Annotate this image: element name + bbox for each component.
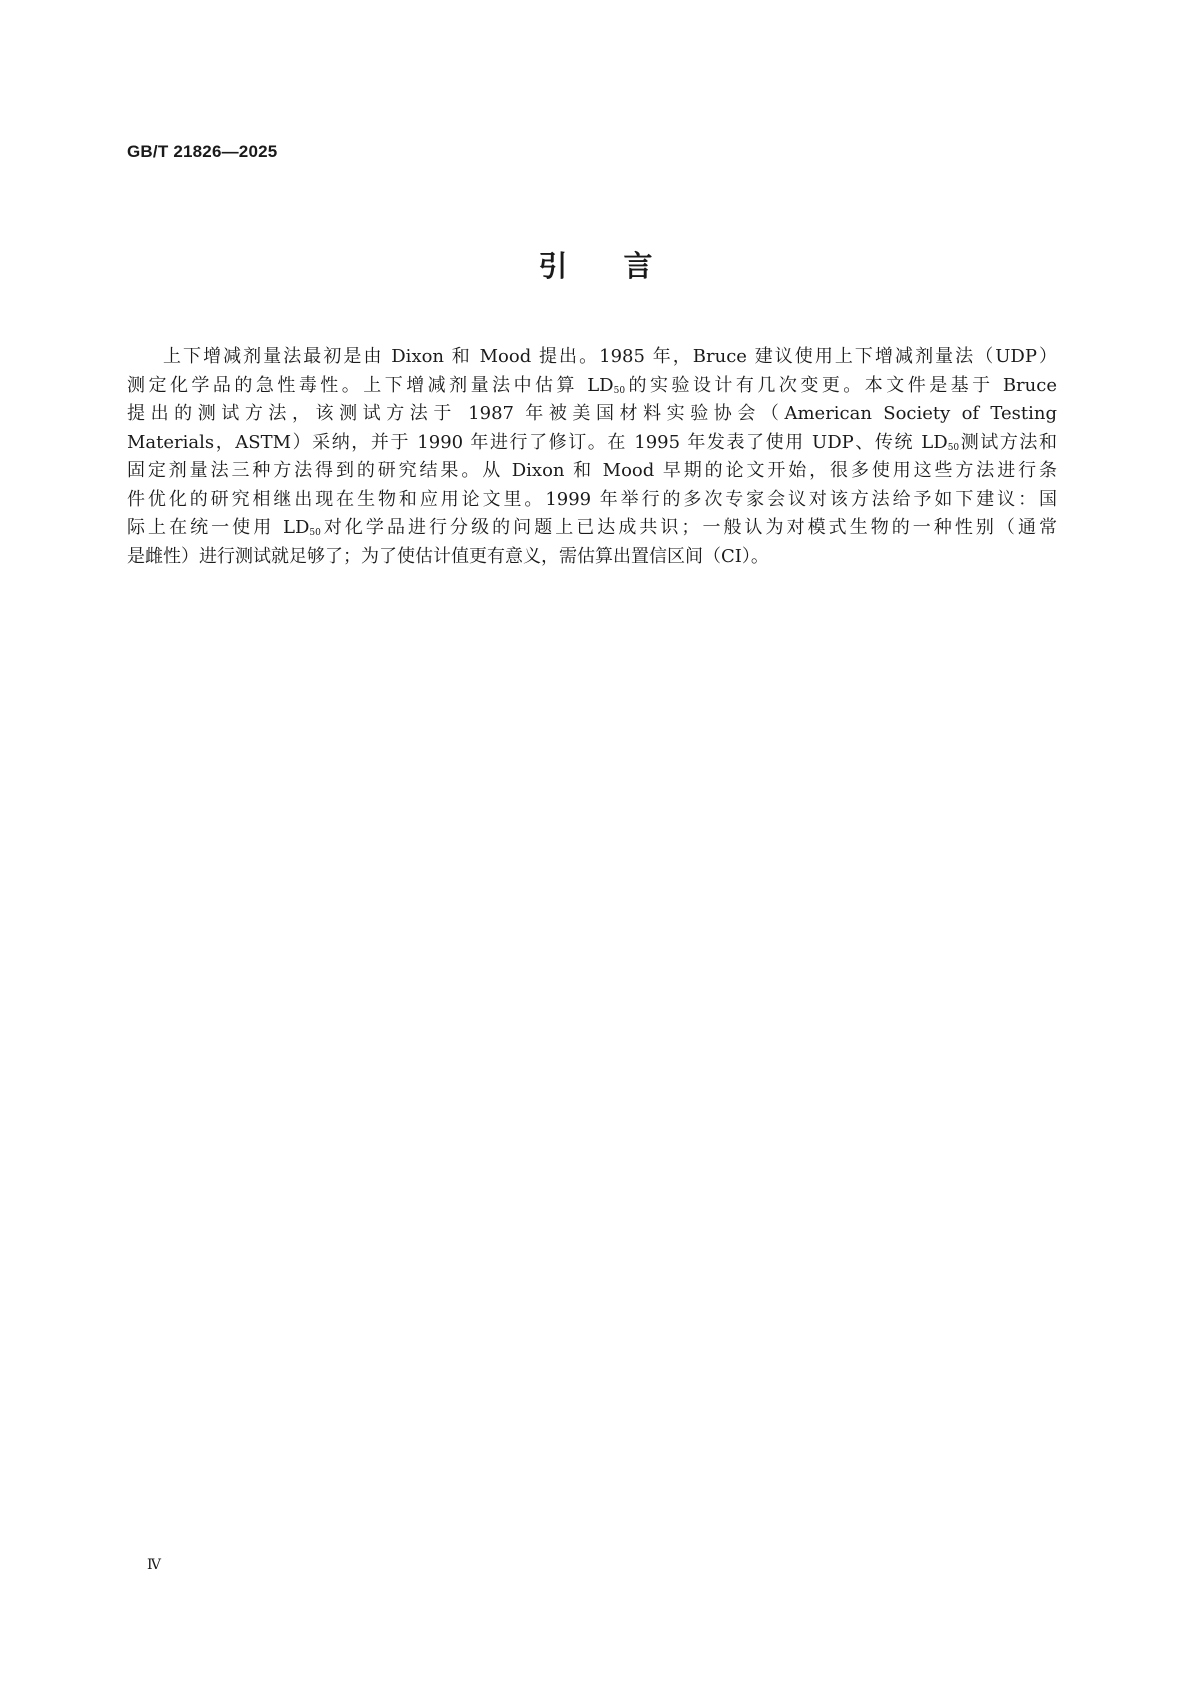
subscript-50: 50 <box>947 442 960 453</box>
paragraph-line-4: Materials，ASTM）采纳，并于 1990 年进行了修订。在 1995 年发表了使用 UDP、传统 $LD_{50}$测试方法和 <box>127 431 1057 453</box>
paragraph-line-2: 测定化学品的急性毒性。上下增减剂量法中估算 $LD_{50}$的实验设计有几次变更。本文件是基于 Bruce <box>127 374 1057 396</box>
paragraph-line-1: 上下增减剂量法最初是由 Dixon 和 Mood 提出。1985 年，Bruce 建议使用上下增减剂量法（UDP） <box>163 346 1057 367</box>
paragraph-line-6: 件优化的研究相继出现在生物和应用论文里。1999 年举行的多次专家会议对该方法给予如下建议：国 <box>127 488 1057 510</box>
paragraph-line-7: 际上在统一使用 $LD_{50}$对化学品进行分级的问题上已达成共识；一般认为对模式生物的一种性别（通常 <box>127 517 1057 538</box>
page-number: Ⅳ <box>147 1557 161 1573</box>
subscript-50: 50 <box>613 385 626 396</box>
paragraph-line-5: 固定剂量法三种方法得到的研究结果。从 Dixon 和 Mood 早期的论文开始，很多使用这些方法进行条 <box>127 460 1057 481</box>
paragraph-line-3: 提出的测试方法，该测试方法于 1987 年被美国材料实验协会（American Society of Testing <box>127 403 1057 424</box>
paragraph-line-8: 是雌性）进行测试就足够了；为了使估计值更有意义，需估算出置信区间（CI）。 <box>127 545 769 567</box>
standard-code: GB/T 21826—2025 <box>127 142 278 161</box>
page-title: 引言 <box>538 249 709 283</box>
introduction-paragraph <box>127 343 1057 571</box>
subscript-50: 50 <box>309 528 321 538</box>
